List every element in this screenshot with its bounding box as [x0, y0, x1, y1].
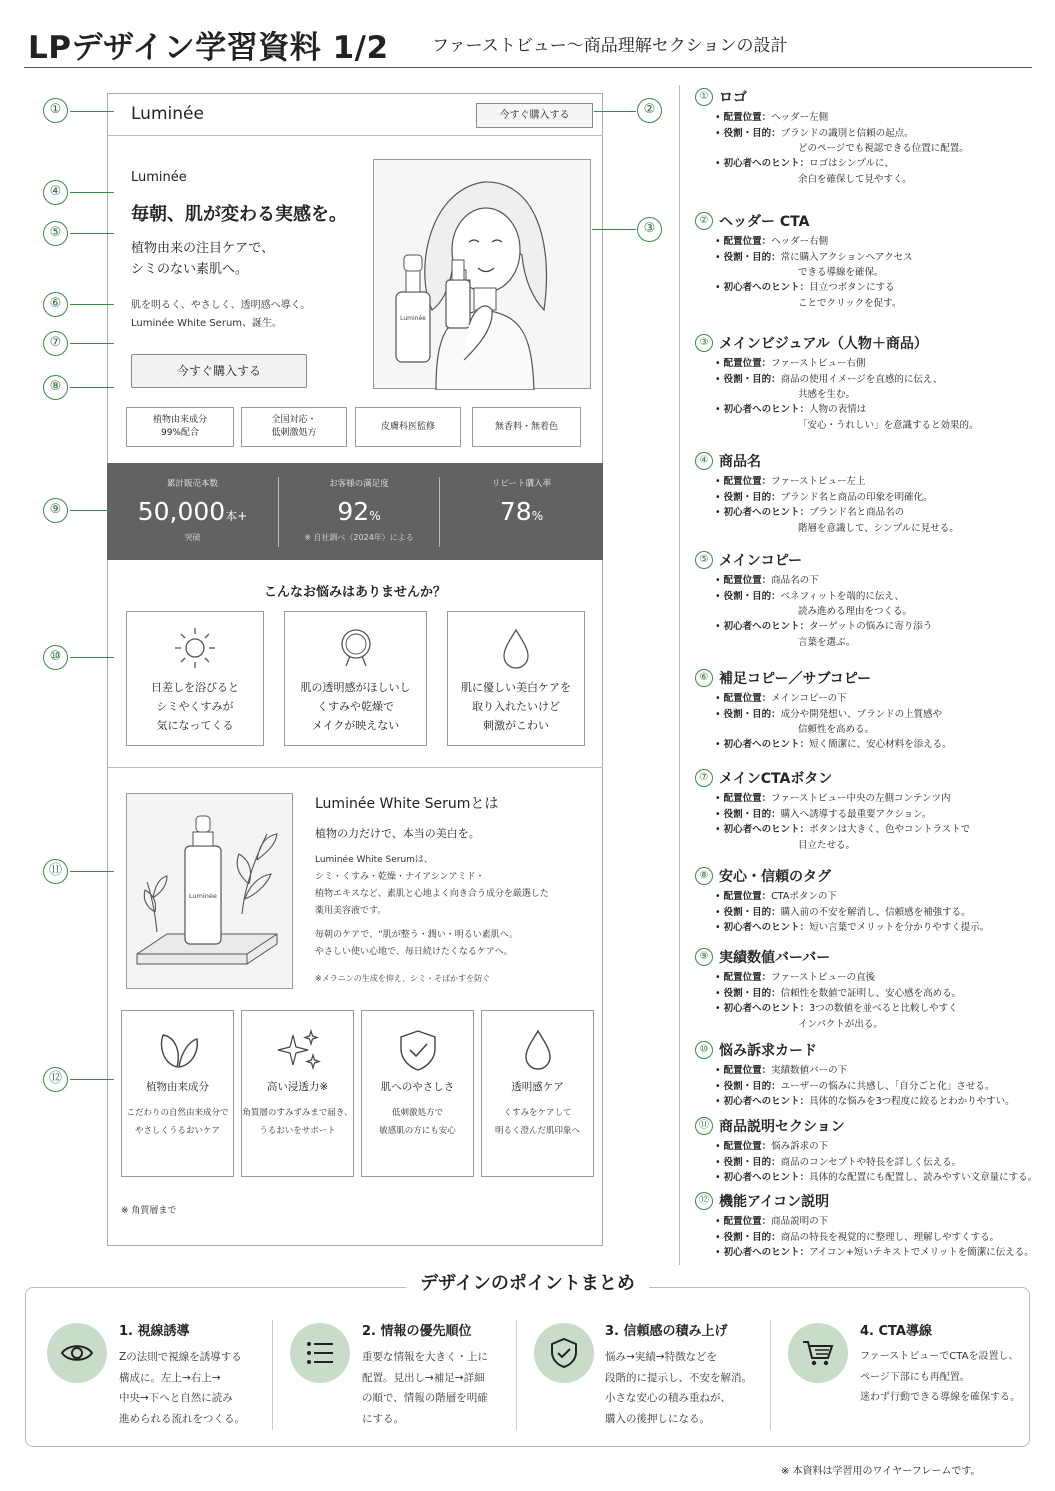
annotation-11: ⑪ 商品説明セクション • 配置位置：悩み訴求の下 • 役割・目的：商品のコンセプトや特長を詳しく伝える。 • 初心者へのヒント：具体的な配置にも配置し、読みやすい文章量にする。	[695, 1116, 1047, 1186]
summary-divider	[272, 1320, 273, 1430]
feature-title: 高い浸透力※	[266, 1081, 329, 1093]
summary-icon-bg	[47, 1323, 107, 1383]
ann-value: メインコピーの下	[771, 693, 847, 704]
ann-value: 3つの数値を並べると比較しやすく	[809, 1003, 958, 1014]
marker-4: ④	[43, 180, 68, 205]
wf-problem-card	[447, 611, 585, 746]
ann-value-cont: できる導線を確保。	[798, 267, 884, 278]
ann-key: 役割・目的：	[723, 491, 781, 503]
title-divider	[24, 67, 1032, 68]
summary-item-title: 4. CTA導線	[860, 1324, 932, 1339]
desc-line: やさしい使い心地で、毎日続けたくなるケアへ。	[315, 947, 513, 957]
marker-8: ⑧	[43, 375, 68, 400]
shield-check-icon	[547, 1336, 581, 1370]
stat-unit: %	[531, 509, 544, 523]
summary-heading	[0, 1269, 1055, 1295]
wf-main-cta-button[interactable]: 今すぐ購入する	[131, 354, 307, 388]
problem-line: 刺激がこわい	[483, 719, 549, 732]
ann-key: 初心者へのヒント：	[723, 1003, 810, 1014]
tag-line: 植物由来成分	[152, 415, 207, 425]
page-subtitle: ファーストビュー〜商品理解セクションの設計	[432, 36, 788, 56]
annotation-title: メインコピー	[719, 553, 803, 569]
wf-supp-line: Luminée White Serum、誕生。	[131, 318, 283, 329]
ann-value: 常に購入アクションへアクセス	[780, 251, 913, 263]
marker-line	[70, 233, 114, 234]
feature-desc: 角質層のすみずみまで届き、	[242, 1108, 353, 1118]
stat-value: 50,000	[137, 497, 226, 526]
ann-value: 商品名の下	[771, 575, 819, 586]
ann-key: 初心者へのヒント：	[723, 404, 810, 415]
ann-key: 初心者へのヒント：	[723, 739, 810, 750]
summary-divider	[770, 1320, 771, 1430]
marker-2: ②	[637, 98, 662, 123]
marker-line	[70, 111, 114, 112]
annotation-6: ⑥ 補足コピー／サブコピー • 配置位置：メインコピーの下 • 役割・目的：成分や開発想い、ブランドの上質感や 信頼性を高める。 • 初心者へのヒント：短く簡潔に、安心材料を添える。	[695, 668, 1047, 753]
annotation-title: ヘッダー CTA	[719, 214, 810, 230]
summary-heading-text: デザインのポイントまとめ	[406, 1273, 649, 1294]
list-icon	[303, 1336, 337, 1370]
wf-feature-card	[241, 1010, 354, 1177]
ann-key: 配置位置：	[723, 793, 772, 804]
desc-line: Luminée White Serumは、	[315, 855, 433, 865]
wireframe-header-divider	[107, 135, 603, 136]
ann-value: CTAボタンの下	[771, 891, 837, 902]
wf-problem-card	[126, 611, 264, 746]
ann-value: 目立つボタンにする	[809, 282, 895, 293]
marker-5: ⑤	[43, 221, 68, 246]
feature-desc: 低刺激処方で	[391, 1108, 443, 1118]
summary-line: 小さな安心の積み重ねが、	[605, 1392, 731, 1404]
annotation-title: ロゴ	[719, 90, 747, 106]
feature-desc: 明るく澄んだ肌印象へ	[494, 1126, 580, 1136]
summary-line: 構成に。左上→右上→	[119, 1371, 221, 1384]
wf-trust-tag	[126, 407, 234, 447]
marker-line	[70, 657, 114, 658]
page-title: LPデザイン学習資料 1/2	[28, 30, 389, 66]
annotation-7: ⑦ メインCTAボタン • 配置位置：ファーストビュー中央の左側コンテンツ内 • 役割・目的：購入へ誘導する最重要アクション。 • 初心者へのヒント：ボタンは大きく、色やコントラストで 目立たせる。	[695, 768, 1047, 853]
desc-line: 薬用美容液です。	[315, 906, 387, 916]
summary-item-desc	[119, 1347, 245, 1429]
annotation-title: 商品名	[719, 454, 761, 470]
ann-value: 短く簡潔に、安心材料を添える。	[809, 739, 952, 750]
annotation-number: ⑦	[695, 769, 713, 787]
cart-icon	[801, 1336, 835, 1370]
ann-value-cont: 読み進める理由をつくる。	[798, 606, 913, 617]
stat-note: ※ 自社調べ（2024年）による	[304, 533, 414, 542]
ann-value-cont: 階層を意識して、シンプルに見せる。	[798, 522, 959, 534]
marker-line	[70, 387, 114, 388]
summary-line: にする。	[362, 1412, 404, 1425]
ann-key: 配置位置：	[723, 972, 772, 983]
summary-line: ページ下部にも再配置。	[860, 1371, 970, 1383]
ann-key: 配置位置：	[723, 1065, 772, 1076]
summary-line: 段階的に提示し、不安を解消。	[605, 1371, 752, 1384]
ann-key: 役割・目的：	[723, 251, 781, 263]
annotation-title: 安心・信頼のタグ	[719, 869, 831, 885]
ann-value: 信頼性を数値で証明し、安心感を高める。	[780, 987, 962, 999]
annotation-10: ⑩ 悩み訴求カード • 配置位置：実績数値バーの下 • 役割・目的：ユーザーの悩みに共感し、「自分ごと化」させる。 • 初心者へのヒント：具体的な悩みを3つ程度に絞るとわかりやすい。	[695, 1040, 1047, 1110]
ann-value: ターゲットの悩みに寄り添う	[809, 621, 933, 632]
wf-feature-card	[121, 1010, 234, 1177]
ann-value: 悩み訴求の下	[771, 1141, 829, 1152]
marker-10: ⑩	[43, 645, 68, 670]
annotation-title: 機能アイコン説明	[719, 1194, 830, 1210]
ann-key: 役割・目的：	[723, 127, 781, 139]
annotation-number: ⑥	[695, 669, 713, 687]
annotation-number: ⑤	[695, 551, 713, 569]
wf-problem-heading: こんなお悩みはありませんか？	[263, 585, 446, 600]
marker-1: ①	[43, 98, 68, 123]
summary-line: 購入の後押しになる。	[605, 1412, 710, 1425]
ann-key: 初心者へのヒント：	[723, 824, 810, 835]
sun-icon	[173, 626, 217, 670]
ann-value: 短い言葉でメリットを分かりやすく提示。	[809, 922, 990, 933]
summary-item-title: 1. 視線誘導	[119, 1324, 190, 1339]
ann-key: 役割・目的：	[723, 1080, 781, 1092]
ann-value: ブランドの識別と信頼の起点。	[780, 127, 914, 139]
annotation-title: 実績数値バーバー	[719, 950, 831, 966]
desc-line: 植物エキスなど、素肌と心地よく向き合う成分を厳選した	[315, 889, 549, 899]
annotation-9: ⑨ 実績数値バーバー • 配置位置：ファーストビューの直後 • 役割・目的：信頼性を数値で証明し、安心感を高める。 • 初心者へのヒント：3つの数値を並べると比較しやすく インパクトが出る。	[695, 947, 1047, 1032]
summary-line: 進められる流れをつくる。	[119, 1412, 245, 1425]
marker-line	[70, 192, 114, 193]
wf-supplement-copy	[131, 297, 310, 333]
annotation-number: ⑪	[695, 1117, 713, 1135]
stat-label: お客様の満足度	[329, 479, 389, 489]
ann-value: 購入へ誘導する最重要アクション。	[780, 808, 932, 820]
marker-line	[594, 111, 636, 112]
wf-feature-card	[481, 1010, 594, 1177]
tag-line: 皮膚科医監修	[380, 421, 435, 432]
annotation-4: ④ 商品名 • 配置位置：ファーストビュー左上 • 役割・目的：ブランド名と商品の印象を明確化。 • 初心者へのヒント：ブランド名と商品名の 階層を意識して、シンプルに見せる。	[695, 451, 1047, 536]
stat-label: 累計販売本数	[166, 479, 218, 489]
ann-value-cont: 共感を生む。	[798, 389, 856, 400]
ann-key: 配置位置：	[723, 575, 772, 586]
stat-unit: 本+	[225, 509, 248, 523]
ann-value-cont: 余白を確保して見やすく。	[798, 173, 912, 185]
eye-icon	[60, 1336, 94, 1370]
ann-key: 役割・目的：	[723, 1156, 781, 1168]
marker-3: ③	[637, 217, 662, 242]
ann-key: 配置位置：	[723, 693, 772, 704]
ann-value: 実績数値バーの下	[771, 1065, 848, 1076]
ann-value: 商品の特長を視覚的に整理し、理解しやすくする。	[780, 1231, 1000, 1243]
ann-key: 初心者へのヒント：	[723, 1247, 810, 1258]
marker-line	[70, 1079, 114, 1080]
summary-line: 配置。見出し→補足→詳細	[362, 1371, 485, 1384]
summary-line: 重要な情報を大きく・上に	[362, 1351, 488, 1363]
summary-item-desc	[605, 1347, 752, 1429]
ann-value: 商品説明の下	[771, 1216, 829, 1227]
annotation-number: ⑩	[695, 1041, 713, 1059]
wf-trust-tag	[241, 407, 347, 447]
ann-value-cont: ことでクリックを促す。	[798, 297, 902, 309]
wf-header-cta-button[interactable]: 今すぐ購入する	[476, 103, 593, 128]
wf-product-bottle-label: Luminée	[189, 892, 217, 900]
wf-problem-card	[284, 611, 427, 746]
ann-value: ブランド名と商品名の	[809, 507, 905, 518]
annotation-number: ②	[695, 212, 713, 230]
annotation-2: ② ヘッダー CTA • 配置位置：ヘッダー右側 • 役割・目的：常に購入アクションへアクセス できる導線を確保。 • 初心者へのヒント：目立つボタンにする ことでクリックを促す。	[695, 211, 1047, 311]
problem-line: 肌に優しい美白ケアを	[461, 681, 571, 694]
product-bottle-illustration	[127, 794, 294, 990]
stat-label: リピート購入率	[491, 479, 552, 489]
ann-value: ブランド名と商品の印象を明確化。	[780, 491, 933, 503]
feature-title: 植物由来成分	[146, 1081, 209, 1093]
ann-key: 配置位置：	[723, 476, 772, 487]
feature-desc: 敏感肌の方にも安心	[379, 1126, 456, 1136]
stat-value: 92	[337, 497, 370, 526]
marker-12: ⑫	[43, 1067, 68, 1092]
ann-value-cont: 「安心・うれしい」を意識すると効果的。	[798, 419, 979, 431]
woman-with-serum-illustration	[374, 160, 592, 390]
ann-value-cont: どのページでも視認できる位置に配置。	[798, 143, 969, 154]
problem-line: 日差しを浴びると	[151, 681, 239, 694]
desc-line: シミ・くすみ・乾燥・ナイアシンアミド・	[315, 872, 485, 882]
ann-key: 配置位置：	[723, 891, 772, 902]
annotation-number: ⑨	[695, 948, 713, 966]
ann-value: 購入前の不安を解消し、信頼感を補強する。	[780, 906, 971, 918]
wf-logo[interactable]: Luminée	[131, 104, 204, 124]
tag-line: 無香料・無着色	[494, 421, 558, 432]
stat-unit: %	[369, 509, 381, 523]
ann-value: ロゴはシンプルに、	[809, 158, 895, 169]
annotation-number: ①	[695, 88, 713, 106]
ann-value: ボタンは大きく、色やコントラストで	[809, 824, 971, 835]
annotation-title: 補足コピー／サブコピー	[719, 671, 872, 687]
summary-item-title: 2. 情報の優先順位	[362, 1324, 472, 1339]
marker-line	[70, 871, 114, 872]
column-divider	[679, 85, 680, 1265]
marker-9: ⑨	[43, 498, 68, 523]
ann-value: ユーザーの悩みに共感し、「自分ごと化」させる。	[780, 1080, 995, 1092]
stat-item	[107, 463, 278, 560]
summary-line: 悩み→実績→特徴などを	[605, 1351, 718, 1363]
marker-line	[70, 304, 114, 305]
annotation-5: ⑤ メインコピー • 配置位置：商品名の下 • 役割・目的：ベネフィットを端的に伝え、 読み進める理由をつくる。 • 初心者へのヒント：ターゲットの悩みに寄り添う 言葉を選ぶ。	[695, 550, 1047, 650]
wf-stats-bar	[107, 463, 603, 560]
marker-6: ⑥	[43, 292, 68, 317]
annotation-title: 商品説明セクション	[719, 1119, 845, 1135]
ann-value-cont: 信頼性を高める。	[798, 724, 875, 735]
wf-product-description-2	[315, 927, 518, 961]
drop-icon	[494, 626, 538, 670]
feature-title: 透明感ケア	[511, 1081, 564, 1093]
problem-line: 気になってくる	[156, 719, 234, 732]
ann-key: 初心者へのヒント：	[723, 158, 810, 169]
ann-value: ヘッダー左側	[771, 112, 829, 123]
mirror-icon	[334, 626, 378, 670]
feature-desc: こだわりの自然由来成分で	[126, 1108, 229, 1118]
feature-desc: うるおいをサポート	[259, 1126, 336, 1136]
ann-key: 初心者へのヒント：	[723, 1096, 810, 1107]
tag-line: 低刺激処方	[271, 428, 317, 438]
leaf-icon	[155, 1027, 201, 1073]
summary-icon-bg	[788, 1323, 848, 1383]
ann-key: 初心者へのヒント：	[723, 922, 810, 933]
ann-value: ファーストビュー右側	[771, 358, 866, 369]
summary-divider	[516, 1320, 517, 1430]
annotation-3: ③ メインビジュアル（人物＋商品） • 配置位置：ファーストビュー右側 • 役割・目的：商品の使用イメージを直感的に伝え、 共感を生む。 • 初心者へのヒント：人物の表情は 「安心・うれしい」を意識すると効果的。	[695, 333, 1047, 433]
ann-key: 配置位置：	[723, 358, 772, 369]
ann-value-cont: インパクトが出る。	[798, 1018, 883, 1030]
summary-line: 迷わず行動できる導線を確保する。	[860, 1392, 1020, 1403]
wf-feature-note: ※ 角質層まで	[121, 1206, 177, 1216]
wf-section-divider	[107, 767, 603, 768]
annotation-1: ① ロゴ • 配置位置：ヘッダー左側 • 役割・目的：ブランドの識別と信頼の起点。 どのページでも視認できる位置に配置。 • 初心者へのヒント：ロゴはシンプルに、 余白を確保して見やすく。	[695, 87, 1047, 187]
problem-line: 肌の透明感がほしいし	[300, 681, 411, 694]
wf-product-catch: 植物の力だけで、本当の美白を。	[315, 827, 480, 840]
tag-line: 99%配合	[160, 428, 199, 438]
problem-line: シミやくすみが	[156, 700, 234, 713]
marker-line	[70, 510, 114, 511]
summary-line: の順で、情報の階層を明確	[362, 1392, 488, 1404]
wf-trust-tag	[355, 407, 461, 447]
annotation-12: ⑫ 機能アイコン説明 • 配置位置：商品説明の下 • 役割・目的：商品の特長を視覚的に整理し、理解しやすくする。 • 初心者へのヒント：アイコン+短いテキストでメリットを簡潔に伝える。	[695, 1191, 1047, 1261]
ann-key: 役割・目的：	[723, 590, 781, 602]
stat-item	[440, 463, 603, 560]
feature-title: 肌へのやさしさ	[380, 1081, 455, 1093]
ann-key: 配置位置：	[723, 1141, 772, 1152]
ann-value: ベネフィットを端的に伝え、	[780, 590, 904, 602]
footer-note: ※ 本資料は学習用のワイヤーフレームです。	[781, 1466, 981, 1477]
wf-sub-copy	[131, 238, 274, 280]
wf-main-copy: 毎朝、肌が変わる実感を。	[131, 204, 347, 225]
stat-note: 突破	[184, 533, 201, 542]
annotation-number: ④	[695, 452, 713, 470]
desc-line: 毎朝のケアで、“肌が整う・潤い・明るい素肌へ。	[315, 930, 518, 940]
wf-brand-name: Luminée	[131, 170, 187, 185]
wf-sub-copy-line: 植物由来の注目ケアで、	[131, 241, 275, 256]
summary-item-desc	[362, 1347, 488, 1429]
shield-check-icon	[395, 1027, 441, 1073]
ann-key: 初心者へのヒント：	[723, 1172, 810, 1183]
ann-value: 具体的な配置にも配置し、読みやすい文章量にする。	[809, 1172, 1038, 1183]
ann-value: ファーストビュー左上	[771, 476, 866, 487]
annotation-number: ③	[695, 334, 713, 352]
ann-key: 役割・目的：	[723, 808, 781, 820]
problem-line: 取り入れたいけど	[472, 700, 560, 713]
wf-product-note: ※メラニンの生成を抑え、シミ・そばかすを防ぐ	[315, 974, 491, 983]
stat-item	[279, 463, 439, 560]
sparkle-icon	[275, 1027, 321, 1073]
ann-key: 配置位置：	[723, 112, 772, 123]
annotation-title: メインビジュアル（人物＋商品）	[719, 336, 928, 352]
ann-key: 役割・目的：	[723, 987, 781, 999]
ann-key: 初心者へのヒント：	[723, 507, 810, 518]
ann-value: アイコン+短いテキストでメリットを簡潔に伝える。	[809, 1247, 1034, 1258]
ann-value: 商品のコンセプトや特長を詳しく伝える。	[780, 1156, 962, 1168]
summary-item-title: 3. 信頼感の積み上げ	[605, 1324, 728, 1339]
marker-line	[592, 229, 636, 230]
wf-product-description	[315, 852, 549, 920]
summary-line: ファーストビューでCTAを設置し、	[860, 1351, 1019, 1362]
wf-visual-bottle-label: Luminée	[400, 315, 426, 322]
stat-value: 78	[499, 497, 532, 526]
ann-value: ファーストビューの直後	[771, 972, 875, 983]
ann-value: 具体的な悩みを3つ程度に絞るとわかりやすい。	[809, 1096, 1015, 1107]
marker-11: ⑪	[43, 859, 68, 884]
ann-value: ヘッダー右側	[771, 236, 829, 247]
problem-line: くすみや乾燥で	[317, 700, 394, 713]
wf-main-visual	[373, 159, 591, 389]
summary-item-desc	[860, 1347, 1020, 1409]
wf-product-image	[126, 793, 293, 989]
ann-key: 役割・目的：	[723, 373, 781, 385]
ann-key: 役割・目的：	[723, 1231, 781, 1243]
ann-key: 配置位置：	[723, 236, 772, 247]
annotation-title: 悩み訴求カード	[719, 1043, 817, 1059]
ann-value-cont: 目立たせる。	[798, 839, 856, 851]
annotation-title: メインCTAボタン	[719, 771, 833, 787]
wf-sub-copy-line: シミのない素肌へ。	[131, 262, 249, 277]
ann-key: 初心者へのヒント：	[723, 282, 810, 293]
ann-key: 役割・目的：	[723, 906, 781, 918]
wf-feature-card	[361, 1010, 474, 1177]
summary-line: 中央→下へと自然に読み	[119, 1392, 233, 1404]
ann-key: 役割・目的：	[723, 708, 781, 720]
feature-desc: やさしくうるおいケア	[134, 1126, 220, 1136]
ann-value: 成分や開発想い、ブランドの上質感や	[780, 708, 943, 720]
marker-7: ⑦	[43, 331, 68, 356]
summary-icon-bg	[290, 1323, 350, 1383]
ann-value: 人物の表情は	[809, 404, 867, 415]
ann-key: 配置位置：	[723, 1216, 772, 1227]
tag-line: 全国対応・	[271, 415, 317, 425]
annotation-8: ⑧ 安心・信頼のタグ • 配置位置：CTAボタンの下 • 役割・目的：購入前の不安を解消し、信頼感を補強する。 • 初心者へのヒント：短い言葉でメリットを分かりやすく提示。	[695, 866, 1047, 936]
ann-value-cont: 言葉を選ぶ。	[798, 636, 856, 648]
ann-value: 商品の使用イメージを直感的に伝え、	[780, 373, 943, 385]
annotation-number: ⑧	[695, 867, 713, 885]
wf-product-title: Luminée White Serumとは	[315, 796, 499, 812]
annotation-number: ⑫	[695, 1192, 713, 1210]
ann-value: ファーストビュー中央の左側コンテンツ内	[771, 793, 951, 804]
summary-line: Zの法則で視線を誘導する	[119, 1351, 242, 1363]
marker-line	[70, 343, 114, 344]
drop-icon	[515, 1027, 561, 1073]
problem-line: メイクが映えない	[311, 719, 400, 732]
wf-supp-line: 肌を明るく、やさしく、透明感へ導く。	[131, 300, 311, 311]
feature-desc: くすみをケアして	[503, 1108, 572, 1118]
ann-key: 初心者へのヒント：	[723, 621, 810, 632]
wf-trust-tag	[472, 407, 581, 447]
summary-icon-bg	[534, 1323, 594, 1383]
